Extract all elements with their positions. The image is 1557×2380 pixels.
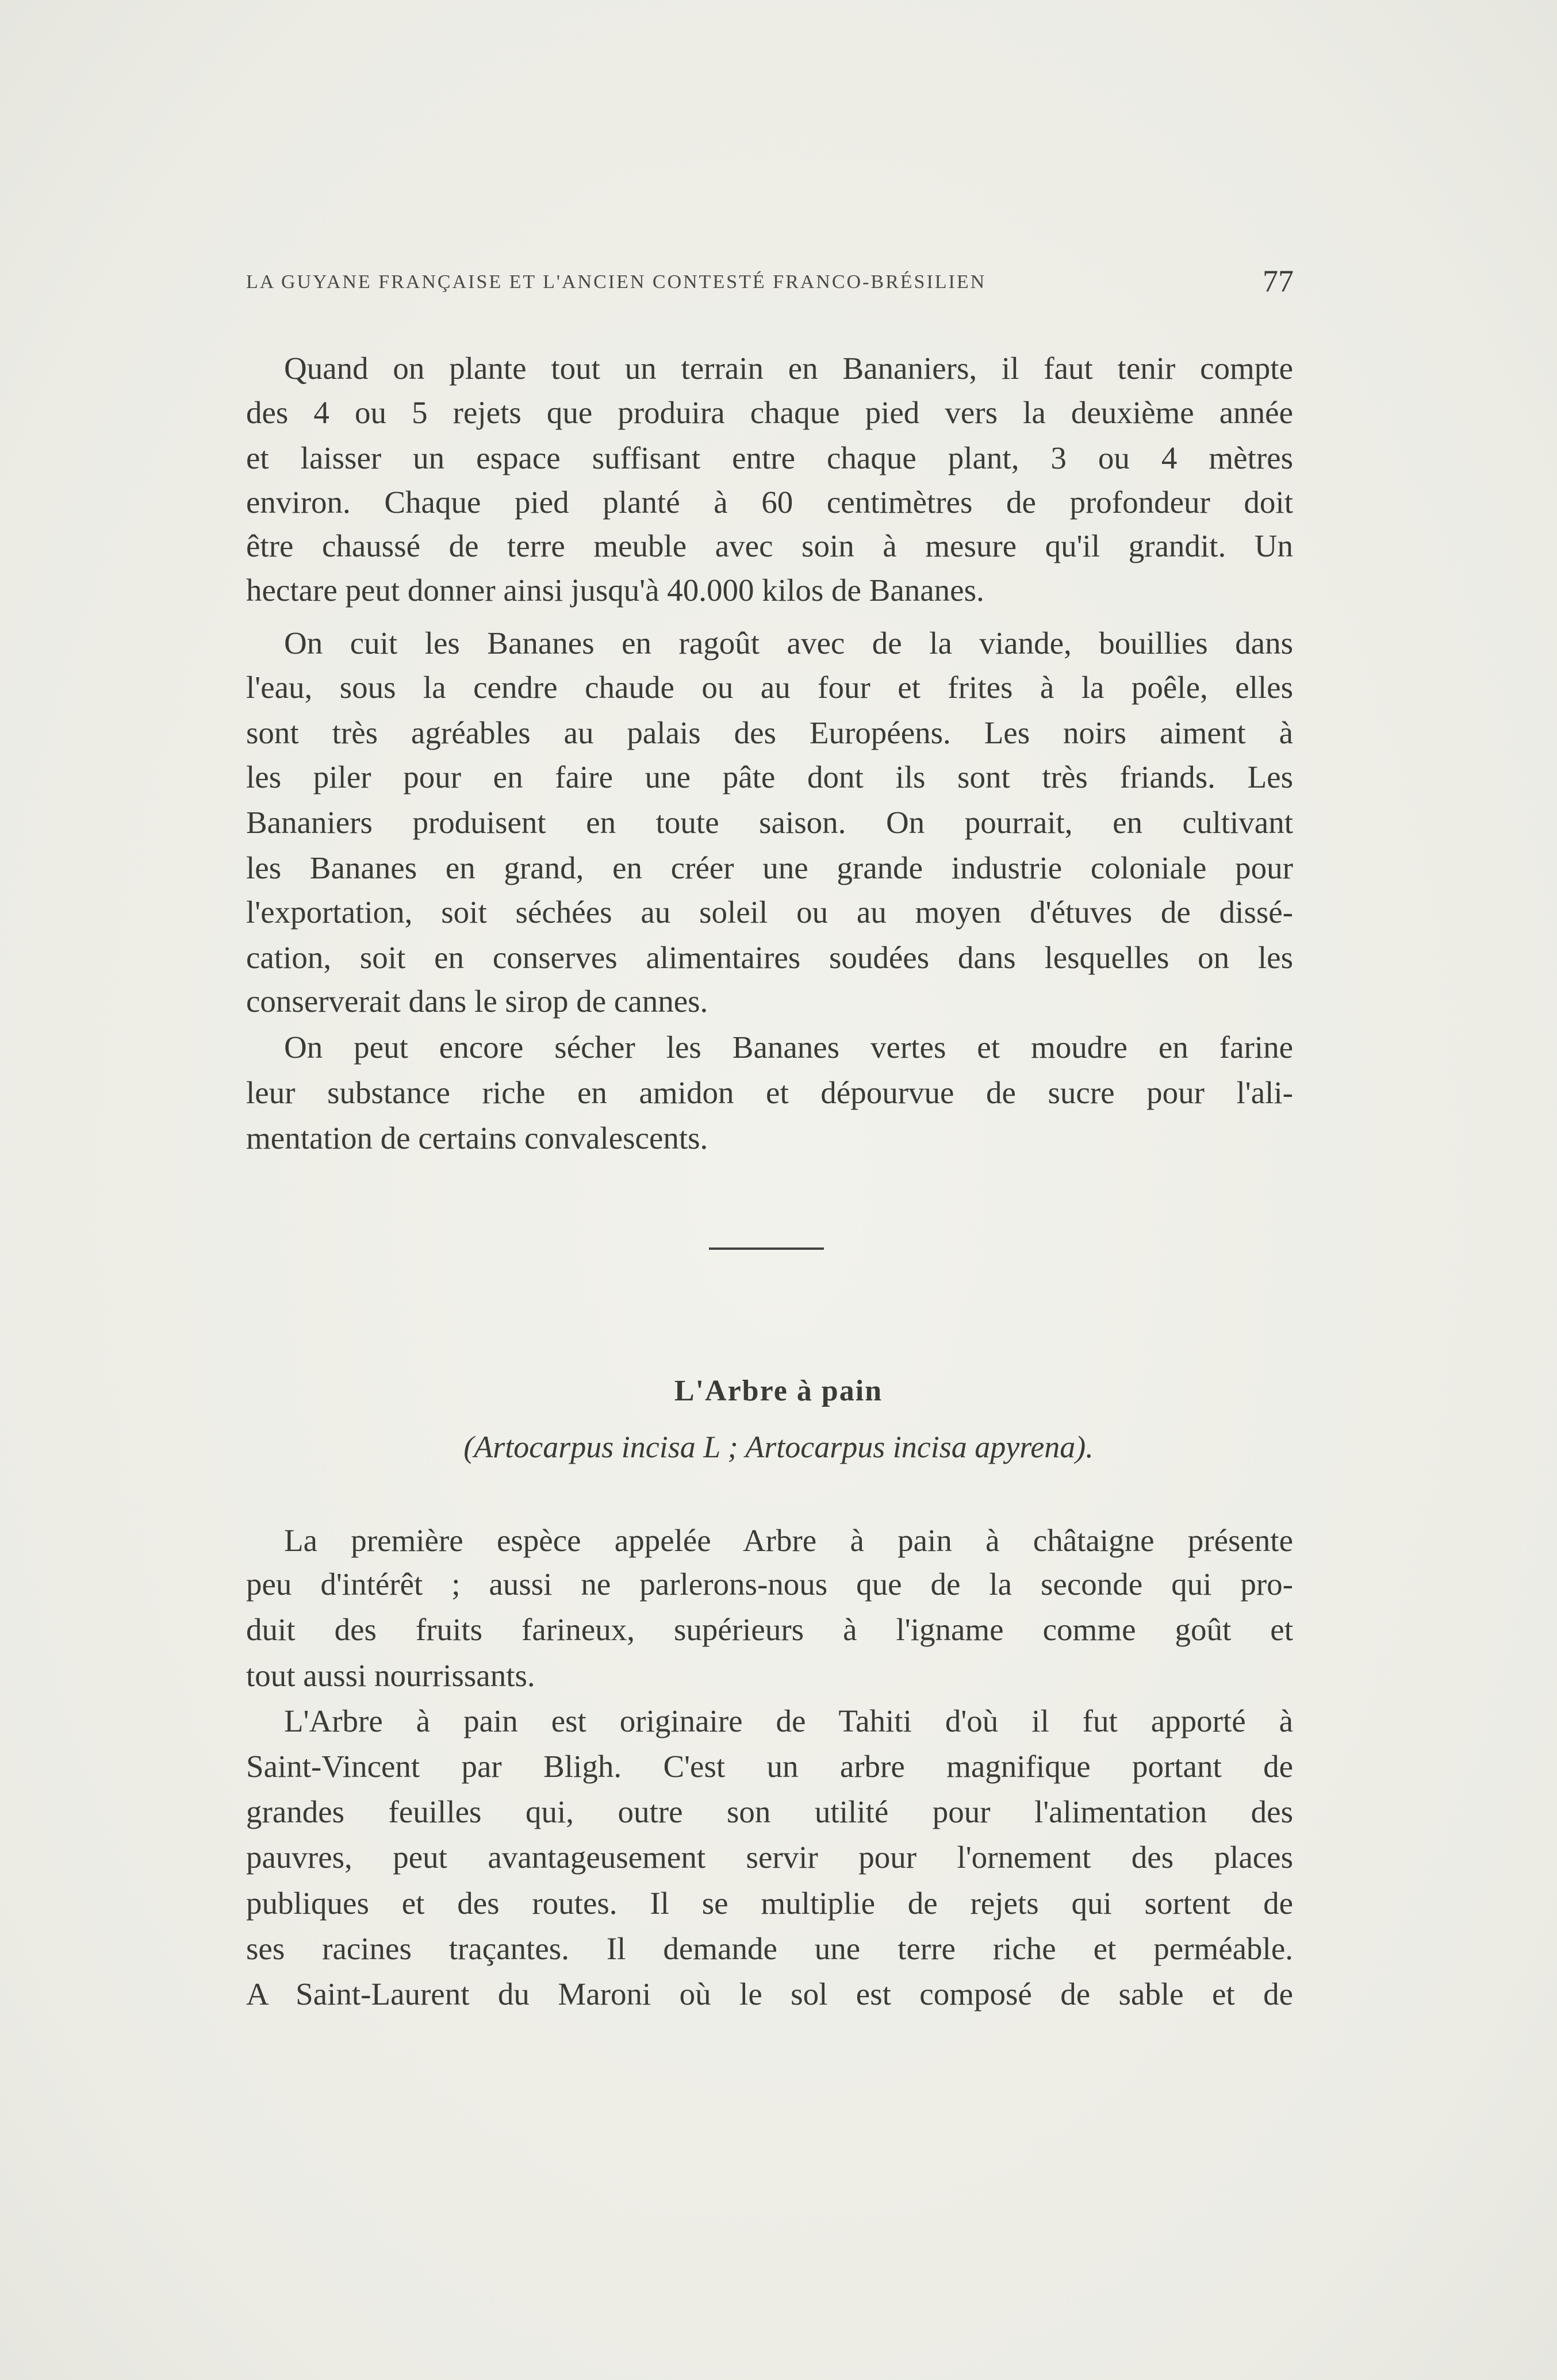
text-line: peu d'intérêt ; aussi ne parlerons-nous que de la seconde qui pro- — [246, 1567, 1293, 1602]
text-line: On cuit les Bananes en ragoût avec de la viande, bouillies dans — [284, 625, 1293, 661]
text-line: environ. Chaque pied planté à 60 centimètres de profondeur doit — [246, 485, 1293, 520]
text-line: tout aussi nourrissants. — [246, 1658, 535, 1693]
text-line: cation, soit en conserves alimentaires soudées dans lesquelles on les — [246, 940, 1293, 975]
page-number: 77 — [1263, 264, 1294, 298]
text-line: On peut encore sécher les Bananes vertes et moudre en farine — [284, 1030, 1293, 1065]
text-line: publiques et des routes. Il se multiplie de rejets qui sortent de — [246, 1886, 1293, 1921]
text-line: L'Arbre à pain est originaire de Tahiti d'où il fut apporté à — [284, 1703, 1293, 1738]
text-line: ses racines traçantes. Il demande une terre riche et perméable. — [246, 1931, 1293, 1966]
section-divider — [709, 1247, 824, 1250]
text-line: Bananiers produisent en toute saison. On pourrait, en cultivant — [246, 805, 1293, 840]
running-header: LA GUYANE FRANÇAISE ET L'ANCIEN CONTESTÉ FRANCO-BRÉSILIEN — [246, 271, 987, 293]
text-line: La première espèce appelée Arbre à pain à châtaigne présente — [284, 1523, 1293, 1558]
text-line: mentation de certains convalescents. — [246, 1120, 708, 1156]
text-line: et laisser un espace suffisant entre chaque plant, 3 ou 4 mètres — [246, 440, 1293, 475]
text-line: pauvres, peut avantageusement servir pour l'ornement des places — [246, 1840, 1293, 1875]
text-line: les Bananes en grand, en créer une grande industrie coloniale pour — [246, 850, 1293, 885]
text-line: sont très agréables au palais des Européens. Les noirs aiment à — [246, 715, 1293, 750]
text-line: A Saint-Laurent du Maroni où le sol est composé de sable et de — [246, 1976, 1293, 2012]
text-line: être chaussé de terre meuble avec soin à mesure qu'il grandit. Un — [246, 528, 1293, 563]
text-line: Saint-Vincent par Bligh. C'est un arbre magnifique portant de — [246, 1749, 1293, 1784]
text-line: grandes feuilles qui, outre son utilité pour l'alimentation des — [246, 1794, 1293, 1829]
text-line: l'exportation, soit séchées au soleil ou au moyen d'étuves de dissé- — [246, 895, 1293, 930]
text-line: duit des fruits farineux, supérieurs à l'igname comme goût et — [246, 1612, 1293, 1647]
text-line: leur substance riche en amidon et dépourvue de sucre pour l'ali- — [246, 1075, 1293, 1110]
text-line: des 4 ou 5 rejets que produira chaque pied vers la deuxième année — [246, 395, 1293, 430]
text-line: l'eau, sous la cendre chaude ou au four et frites à la poêle, elles — [246, 670, 1293, 705]
section-title: L'Arbre à pain — [674, 1375, 883, 1407]
text-line: les piler pour en faire une pâte dont ils sont très friands. Les — [246, 759, 1293, 794]
section-subtitle: (Artocarpus incisa L ; Artocarpus incisa apyrena). — [463, 1430, 1094, 1464]
text-line: Quand on plante tout un terrain en Bananiers, il faut tenir compte — [284, 351, 1293, 386]
text-line: hectare peut donner ainsi jusqu'à 40.000 kilos de Bananes. — [246, 573, 984, 608]
text-line: conserverait dans le sirop de cannes. — [246, 984, 708, 1019]
